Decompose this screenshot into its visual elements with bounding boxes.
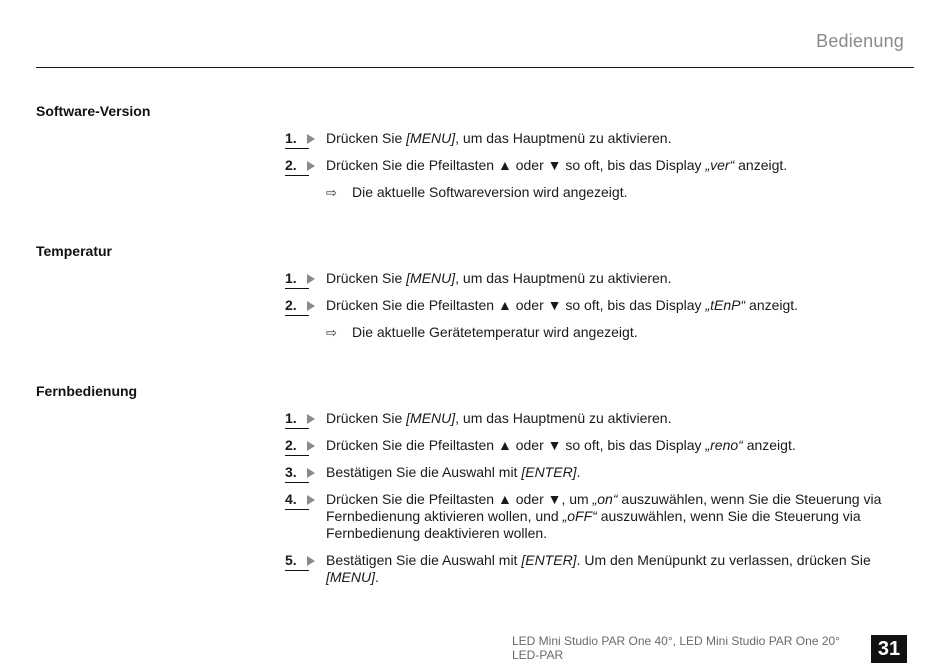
step-list xyxy=(285,130,915,201)
step-item: 1. Drücken Sie [MENU], um das Hauptmenü zu aktivieren. xyxy=(285,410,672,426)
step-arrow-icon xyxy=(307,414,315,424)
header-divider xyxy=(36,67,914,68)
step-number: 2. xyxy=(285,157,307,174)
step-arrow-icon xyxy=(307,161,315,171)
step-item: 1. Drücken Sie [MENU], um das Hauptmenü zu aktivieren. xyxy=(285,270,672,286)
result-arrow-icon: ⇨ xyxy=(326,185,337,200)
step-item: 5. Bestätigen Sie die Auswahl mit [ENTER]. Um den Menüpunkt zu verlassen, drücken Sie [MENU]. xyxy=(285,552,871,585)
page-number: 31 xyxy=(871,635,907,663)
section-title: Fernbedienung xyxy=(36,383,138,399)
step-number: 3. xyxy=(285,464,307,481)
step-list xyxy=(285,270,915,341)
step-item: 2. Drücken Sie die Pfeiltasten ▲ oder ▼ so oft, bis das Display „tEnP“ anzeigt. xyxy=(285,297,799,313)
step-number: 1. xyxy=(285,410,307,427)
step-arrow-icon xyxy=(307,556,315,566)
section-title: Temperatur xyxy=(36,243,112,259)
footer-line-products: LED Mini Studio PAR One 40°, LED Mini Studio PAR One 20° xyxy=(512,634,840,648)
step-number: 1. xyxy=(285,270,307,287)
step-item: 3. Bestätigen Sie die Auswahl mit [ENTER]. xyxy=(285,464,581,480)
step-arrow-icon xyxy=(307,134,315,144)
footer-line-category: LED-PAR xyxy=(512,648,564,662)
step-number: 1. xyxy=(285,130,307,147)
step-number: 2. xyxy=(285,437,307,454)
step-arrow-icon xyxy=(307,495,315,505)
footer-product-text xyxy=(512,634,840,662)
step-item: 4. Drücken Sie die Pfeiltasten ▲ oder ▼, um „on“ auszuwählen, wenn Sie die Steuerung via Fernbedienung aktivieren wollen, und „oFF“ auszuwählen, wenn Sie die Steuerung via Fernbedienung deaktivieren wollen. xyxy=(285,491,882,541)
result-item: ⇨ Die aktuelle Gerätetemperatur wird angezeigt. xyxy=(326,324,638,340)
step-arrow-icon xyxy=(307,274,315,284)
step-item: 2. Drücken Sie die Pfeiltasten ▲ oder ▼ so oft, bis das Display „reno“ anzeigt. xyxy=(285,437,796,453)
result-arrow-icon: ⇨ xyxy=(326,325,337,340)
step-item: 1. Drücken Sie [MENU], um das Hauptmenü zu aktivieren. xyxy=(285,130,672,146)
step-arrow-icon xyxy=(307,301,315,311)
step-number: 5. xyxy=(285,552,307,569)
step-arrow-icon xyxy=(307,441,315,451)
result-item: ⇨ Die aktuelle Softwareversion wird angezeigt. xyxy=(326,184,628,200)
step-arrow-icon xyxy=(307,468,315,478)
step-number: 2. xyxy=(285,297,307,314)
step-item: 2. Drücken Sie die Pfeiltasten ▲ oder ▼ so oft, bis das Display „ver“ anzeigt. xyxy=(285,157,788,173)
step-number: 4. xyxy=(285,491,307,508)
section-title: Software-Version xyxy=(36,103,151,119)
page-header-title: Bedienung xyxy=(816,31,904,51)
step-list xyxy=(285,410,915,596)
